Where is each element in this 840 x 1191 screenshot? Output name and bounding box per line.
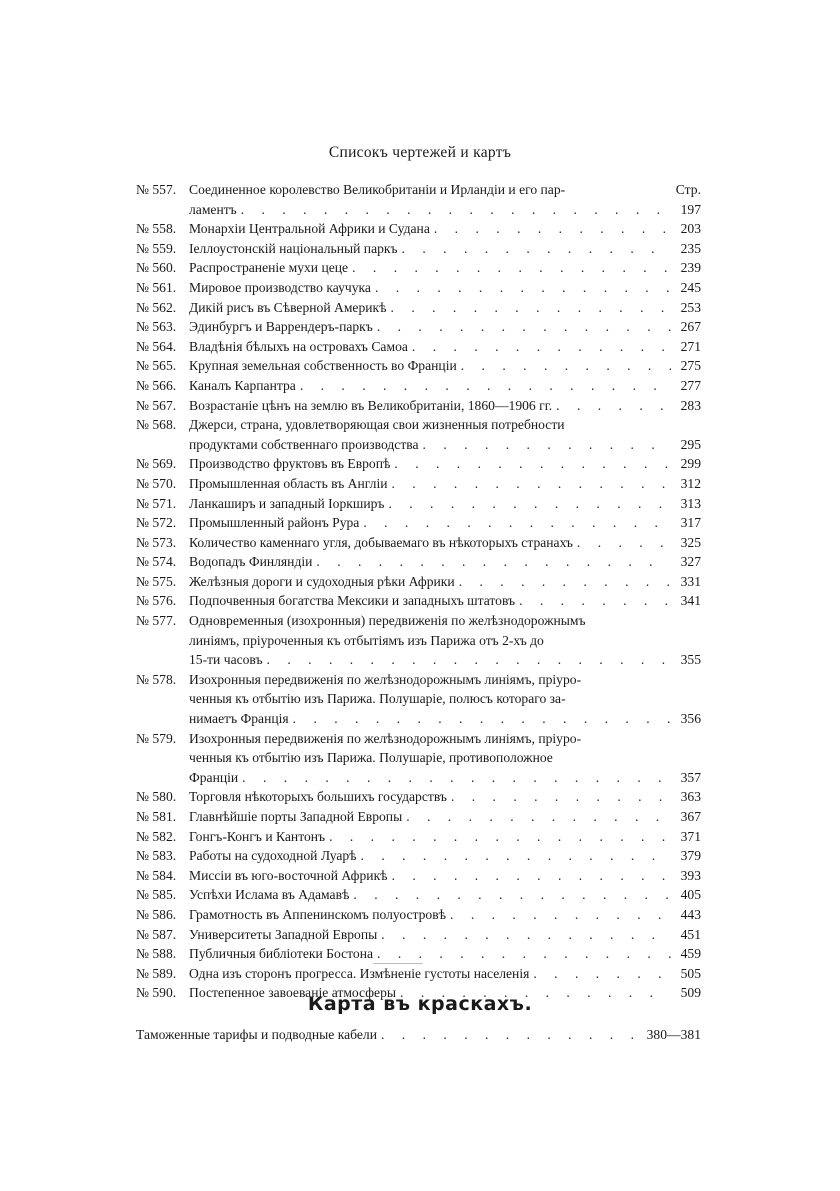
entry-last-line (189, 494, 701, 514)
leader-dots (263, 650, 671, 670)
leader-dots (373, 944, 671, 964)
entry-page: 295 (680, 436, 701, 452)
entry-last-line (189, 650, 701, 670)
entry-title-line: Промышленный районъ Рура (189, 515, 360, 531)
figure-list (136, 180, 701, 1003)
entry-number: № 558. (136, 221, 177, 237)
leader-dots (447, 787, 671, 807)
toc-entry (136, 278, 701, 298)
toc-entry (136, 572, 701, 592)
entry-page: 253 (680, 299, 701, 315)
entry-number: № 559. (136, 240, 177, 256)
entry-title-line: Изохронныя передвиженія по желѣзнодорожнымъ линіямъ, пріуро- (189, 671, 582, 687)
entry-title-line: Количество каменнаго угля, добываемаго въ нѣкоторыхъ странахъ (189, 534, 573, 550)
toc-entry (136, 944, 701, 964)
color-map-item (136, 1027, 701, 1043)
entry-title-line: ламентъ (189, 201, 237, 217)
entry-last-line (189, 533, 701, 553)
entry-title-line: 15-ти часовъ (189, 652, 263, 668)
entry-title-line: Гонгъ-Конгъ и Кантонъ (189, 828, 326, 844)
entry-title-line: Дикій рисъ въ Сѣверной Америкѣ (189, 299, 387, 315)
entry-title-line: Водопадъ Финляндіи (189, 554, 313, 570)
entry-number: № 585. (136, 887, 177, 903)
leader-dots (289, 709, 671, 729)
entry-number: № 575. (136, 573, 177, 589)
toc-entry (136, 494, 701, 514)
leader-dots (408, 337, 671, 357)
entry-title-line: Франціи (189, 769, 239, 785)
page-column-header: Стр. (675, 182, 701, 197)
leader-dots (529, 964, 671, 984)
entry-body (189, 356, 701, 376)
entry-body (189, 611, 701, 670)
entry-body (189, 572, 701, 592)
entry-number: № 566. (136, 377, 177, 393)
leader-dots (377, 925, 671, 945)
entry-title-line: Миссіи въ юго-восточной Африкѣ (189, 867, 388, 883)
toc-entry (136, 866, 701, 886)
toc-entry (136, 670, 701, 729)
entry-body (189, 474, 701, 494)
entry-title-line: Публичныя библіотеки Бостона (189, 946, 374, 962)
entry-body (189, 552, 701, 572)
entry-title-line: Распространеніе мухи цеце (189, 260, 349, 276)
toc-entry (136, 827, 701, 847)
entry-last-line (189, 474, 701, 494)
entry-title-line: Каналъ Карпантра (189, 377, 296, 393)
entry-page: 299 (680, 456, 701, 472)
entry-number: № 577. (136, 613, 177, 629)
leader-dots (457, 356, 671, 376)
entry-page: 203 (680, 221, 701, 237)
toc-entry (136, 591, 701, 611)
color-maps-title: Карта въ краскахъ. (307, 993, 533, 1015)
entry-title-line: Промышленная область въ Англіи (189, 475, 388, 491)
leader-dots (357, 846, 671, 866)
leader-dots (387, 298, 671, 318)
entry-page: 355 (680, 652, 701, 668)
entry-body (189, 905, 701, 925)
entry-page: 235 (680, 240, 701, 256)
entry-body (189, 337, 701, 357)
toc-entry (136, 905, 701, 925)
leader-dots (296, 376, 671, 396)
entry-title-line: Ланкаширъ и западный Іоркширъ (189, 495, 385, 511)
entry-title-line: Джерси, страна, удовлетворяющая свои жизненныя потребности (189, 417, 565, 433)
entry-page: 379 (680, 848, 701, 864)
toc-entry (136, 611, 701, 670)
entry-last-line (189, 846, 701, 866)
toc-entry (136, 376, 701, 396)
entry-page: 443 (680, 906, 701, 922)
entry-body (189, 219, 701, 239)
entry-body (189, 787, 701, 807)
leader-dots (371, 278, 671, 298)
entry-body (189, 278, 701, 298)
entry-number: № 576. (136, 593, 177, 609)
entry-title-line: Крупная земельная собственность во Франціи (189, 358, 457, 374)
toc-entry (136, 337, 701, 357)
entry-number: № 572. (136, 515, 177, 531)
entry-number: № 588. (136, 946, 177, 962)
entry-last-line (189, 513, 701, 533)
entry-page: 331 (680, 573, 701, 589)
entry-last-line (189, 787, 701, 807)
leader-dots (312, 552, 671, 572)
entry-page: 451 (680, 926, 701, 942)
toc-entry (136, 356, 701, 376)
entry-body (189, 729, 701, 788)
entry-number: № 574. (136, 554, 177, 570)
entry-page: 356 (680, 711, 701, 727)
entry-title-line: Возрастаніе цѣнъ на землю въ Великобританіи, 1860—1906 гг. (189, 397, 553, 413)
leader-dots (515, 591, 671, 611)
toc-entry (136, 474, 701, 494)
entry-body (189, 258, 701, 278)
entry-title-line: Торговля нѣкоторыхъ большихъ государствъ (189, 789, 447, 805)
entry-page: 505 (680, 965, 701, 981)
entry-page: 357 (680, 769, 701, 785)
entry-number: № 569. (136, 456, 177, 472)
entry-last-line (189, 827, 701, 847)
entry-title-line: нимаетъ Франція (189, 711, 289, 727)
leader-dots (238, 768, 671, 788)
entry-page: 267 (680, 319, 701, 335)
entry-body (189, 317, 701, 337)
entry-page: 275 (680, 358, 701, 374)
leader-dots (377, 1027, 637, 1043)
entry-number: № 580. (136, 789, 177, 805)
entry-number: № 561. (136, 279, 177, 295)
entry-page: 341 (680, 593, 701, 609)
entry-number: № 579. (136, 730, 177, 746)
entry-number: № 582. (136, 828, 177, 844)
entry-body (189, 396, 701, 416)
entry-body (189, 591, 701, 611)
entry-title-line: Іеллоустонскій національный паркъ (189, 240, 398, 256)
entry-body (189, 376, 701, 396)
toc-entry (136, 454, 701, 474)
entry-title-line: Одновременныя (изохронныя) передвиженія по желѣзнодорожнымъ (189, 613, 586, 629)
entry-title-line: Подпочвенныя богатства Мексики и западныхъ штатовъ (189, 593, 516, 609)
entry-page: 327 (680, 554, 701, 570)
entry-title-line: линіямъ, пріуроченныя къ отбытіямъ изъ Парижа отъ 2-хъ до (189, 632, 544, 648)
toc-entry (136, 298, 701, 318)
entry-last-line (189, 239, 701, 259)
entry-number: № 587. (136, 926, 177, 942)
entry-last-line (189, 552, 701, 572)
entry-title-line: Университеты Западной Европы (189, 926, 378, 942)
entry-last-line (189, 337, 701, 357)
entry-body (189, 670, 701, 729)
color-map-item-page: 380—381 (646, 1027, 701, 1042)
entry-page: 393 (680, 867, 701, 883)
color-map-item-text: Таможенные тарифы и подводные кабели (136, 1027, 377, 1042)
entry-title-line: ченныя къ отбытію изъ Парижа. Полушаріе, противоположное (189, 750, 553, 766)
leader-dots (325, 827, 671, 847)
entry-number: № 568. (136, 417, 177, 433)
entry-page: 363 (680, 789, 701, 805)
entry-number: № 573. (136, 534, 177, 550)
entry-title-line: ченныя къ отбытію изъ Парижа. Полушаріе, полюсъ котораго за- (189, 691, 566, 707)
toc-entry (136, 552, 701, 572)
entry-number: № 578. (136, 671, 177, 687)
leader-dots (237, 200, 671, 220)
entry-title-line: Соединенное королевство Великобританіи и Ирландіи и его пар- (189, 182, 566, 197)
toc-entry (136, 846, 701, 866)
entry-page: 317 (680, 515, 701, 531)
entry-body (189, 180, 701, 219)
entry-page: 312 (680, 475, 701, 491)
entry-body (189, 239, 701, 259)
entry-last-line (189, 396, 701, 416)
toc-entry (136, 317, 701, 337)
entry-title-line: продуктами собственнаго производства (189, 436, 419, 452)
entry-number: № 581. (136, 809, 177, 824)
entry-body (189, 807, 701, 827)
entry-last-line (189, 944, 701, 964)
toc-entry (136, 807, 701, 827)
entry-last-line (189, 278, 701, 298)
entry-page: 405 (680, 887, 701, 903)
entry-number: № 571. (136, 495, 177, 511)
entry-page: 459 (680, 946, 701, 962)
toc-entry (136, 513, 701, 533)
entry-page: 239 (680, 260, 701, 276)
entry-title-line: Владѣнія бѣлыхъ на островахъ Самоа (189, 338, 408, 354)
entry-last-line (189, 219, 701, 239)
toc-entry (136, 729, 701, 788)
entry-body (189, 964, 701, 984)
entry-number: № 590. (136, 985, 177, 1001)
leader-dots (398, 239, 671, 259)
toc-entry (136, 787, 701, 807)
entry-last-line (189, 572, 701, 592)
entry-body (189, 494, 701, 514)
entry-page: 245 (680, 279, 701, 295)
entry-body (189, 846, 701, 866)
entry-title-line: Грамотность въ Аппенинскомъ полуостровѣ (189, 906, 447, 922)
entry-title-line: Успѣхи Ислама въ Адамавѣ (189, 887, 350, 903)
entry-title-line: Работы на судоходной Луарѣ (189, 848, 357, 864)
entry-number: № 557. (136, 182, 177, 197)
entry-last-line (189, 317, 701, 337)
entry-number: № 570. (136, 475, 177, 491)
toc-entry (136, 258, 701, 278)
entry-page: 277 (680, 377, 701, 393)
entry-body (189, 925, 701, 945)
entry-last-line (189, 768, 701, 788)
entry-last-line (189, 807, 701, 827)
entry-title-line: Мировое производство каучука (189, 279, 371, 295)
entry-last-line (189, 885, 701, 905)
entry-number: № 584. (136, 867, 177, 883)
entry-last-line (189, 258, 701, 278)
entry-body (189, 513, 701, 533)
entry-number: № 567. (136, 397, 177, 413)
entry-body (189, 944, 701, 964)
entry-page: 197 (680, 201, 701, 217)
entry-body (189, 454, 701, 474)
toc-entry (136, 533, 701, 553)
entry-title-line: Производство фруктовъ въ Европѣ (189, 456, 391, 472)
leader-dots (402, 807, 671, 827)
entry-body (189, 885, 701, 905)
entry-last-line (189, 591, 701, 611)
entry-last-line (189, 200, 701, 220)
entry-last-line (189, 454, 701, 474)
entry-last-line (189, 905, 701, 925)
entry-number: № 564. (136, 338, 177, 354)
leader-dots (349, 885, 671, 905)
entry-number: № 560. (136, 260, 177, 276)
entry-page: 283 (680, 397, 701, 413)
leader-dots (348, 258, 671, 278)
entry-last-line (189, 376, 701, 396)
toc-entry (136, 885, 701, 905)
entry-last-line (189, 925, 701, 945)
entry-number: № 565. (136, 358, 177, 374)
toc-entry (136, 180, 701, 219)
leader-dots (373, 317, 671, 337)
entry-last-line (189, 435, 701, 455)
entry-page: 367 (680, 809, 701, 824)
entry-last-line (189, 964, 701, 984)
entry-number: № 586. (136, 906, 177, 922)
leader-dots (573, 533, 671, 553)
toc-entry (136, 925, 701, 945)
leader-dots (430, 219, 671, 239)
leader-dots (384, 494, 671, 514)
entry-page: 371 (680, 828, 701, 844)
toc-entry (136, 239, 701, 259)
entry-title-line: Изохронныя передвиженія по желѣзнодорожнымъ линіямъ, пріуро- (189, 730, 582, 746)
entry-last-line (189, 356, 701, 376)
entry-body (189, 827, 701, 847)
entry-number: № 583. (136, 848, 177, 864)
leader-dots (359, 513, 671, 533)
toc-entry (136, 964, 701, 984)
entry-body (189, 298, 701, 318)
leader-dots (390, 454, 671, 474)
entry-page: 313 (680, 495, 701, 511)
entry-title-line: Одна изъ сторонъ прогресса. Измѣненіе густоты населенія (189, 965, 530, 981)
entry-body (189, 415, 701, 454)
entry-number: № 589. (136, 965, 177, 981)
leader-dots (552, 396, 671, 416)
entry-body (189, 533, 701, 553)
toc-entry (136, 219, 701, 239)
entry-title-line: Желѣзныя дороги и судоходныя рѣки Африки (189, 573, 455, 589)
entry-first-line (189, 180, 701, 200)
entry-title-line: Главнѣйшіе порты Западной Европы (189, 809, 403, 824)
entry-number: № 563. (136, 319, 177, 335)
entry-page: 509 (680, 985, 701, 1001)
entry-body (189, 866, 701, 886)
leader-dots (455, 572, 671, 592)
toc-entry (136, 396, 701, 416)
entry-title-line: Монархіи Центральной Африки и Судана (189, 221, 430, 237)
entry-page: 271 (680, 338, 701, 354)
entry-title-line: Постепенное завоеваніе атмосферы (189, 985, 397, 1001)
section-divider (373, 963, 423, 964)
entry-last-line (189, 709, 701, 729)
entry-last-line (189, 866, 701, 886)
toc-entry (136, 415, 701, 454)
page-title: Списокъ чертежей и картъ (328, 144, 512, 161)
leader-dots (446, 905, 671, 925)
entry-page: 325 (680, 534, 701, 550)
entry-title-line: Эдинбургъ и Варрендеръ-паркъ (189, 319, 373, 335)
entry-number: № 562. (136, 299, 177, 315)
leader-dots (419, 435, 671, 455)
leader-dots (388, 474, 672, 494)
entry-last-line (189, 298, 701, 318)
leader-dots (388, 866, 671, 886)
